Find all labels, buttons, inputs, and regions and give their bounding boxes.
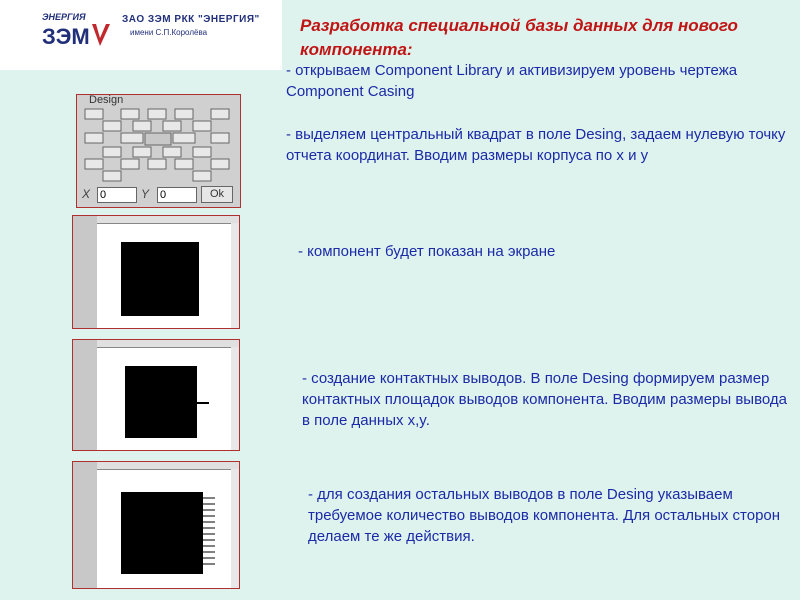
cad-canvas bbox=[97, 470, 231, 588]
slide-title: Разработка специальной базы данных для нового компонента: bbox=[300, 16, 738, 59]
cad-screenshot-pins bbox=[72, 339, 240, 451]
cad-canvas bbox=[97, 348, 231, 450]
cad-color-palette bbox=[231, 223, 239, 328]
design-dialog-screenshot bbox=[76, 94, 241, 208]
cad-menubar bbox=[97, 340, 239, 348]
cad-canvas bbox=[97, 224, 231, 328]
cad-menubar bbox=[97, 462, 239, 470]
cad-color-palette bbox=[231, 347, 239, 450]
component-pin bbox=[197, 402, 209, 404]
step-text-5: - для создания остальных выводов в поле Desing указываем требуемое количество выводов компонента. Для остальных сторон делаем те же действия. bbox=[308, 486, 781, 545]
component-body bbox=[121, 492, 203, 574]
header-logo-area bbox=[0, 0, 282, 66]
component-body bbox=[125, 366, 197, 438]
step-text-3: - компонент будет показан на экране bbox=[298, 243, 556, 260]
step-text-2: - выделяем центральный квадрат в поле Desing, задаем нулевую точку отчета координат. Вводим размеры корпуса по x и y bbox=[286, 126, 786, 164]
design-ok-button[interactable]: Ok bbox=[201, 186, 233, 203]
step-text-4: - создание контактных выводов. В поле Desing формируем размер контактных площадок выводов компонента. Вводим размеры вывода в поле данных x,y. bbox=[302, 370, 787, 429]
cad-left-toolbar bbox=[73, 340, 97, 450]
design-x-label: X bbox=[82, 187, 91, 201]
cad-screenshot-all-pins bbox=[72, 461, 240, 589]
org-name: ЗАО ЗЭМ РКК "ЭНЕРГИЯ" bbox=[122, 14, 260, 25]
design-caption: Design bbox=[89, 94, 124, 106]
logo-word-zem: ЗЭМ bbox=[42, 24, 90, 49]
company-logo-icon bbox=[40, 10, 120, 52]
cad-left-toolbar bbox=[73, 462, 97, 588]
cad-menubar bbox=[97, 216, 239, 224]
step-text-1: - открываем Component Library и активизируем уровень чертежа Component Casing bbox=[286, 62, 738, 100]
cad-screenshot-component bbox=[72, 215, 240, 329]
design-x-input[interactable]: 0 bbox=[97, 187, 137, 203]
design-y-input[interactable]: 0 bbox=[157, 187, 197, 203]
logo-word-energia: ЭНЕРГИЯ bbox=[42, 12, 86, 22]
design-y-label: Y bbox=[141, 187, 150, 201]
cad-color-palette bbox=[231, 469, 239, 588]
design-grid-icon bbox=[83, 107, 233, 185]
component-body bbox=[121, 242, 199, 316]
cad-left-toolbar bbox=[73, 216, 97, 328]
pin-row-icon bbox=[203, 496, 217, 572]
org-subtitle: имени С.П.Королёва bbox=[130, 28, 208, 37]
